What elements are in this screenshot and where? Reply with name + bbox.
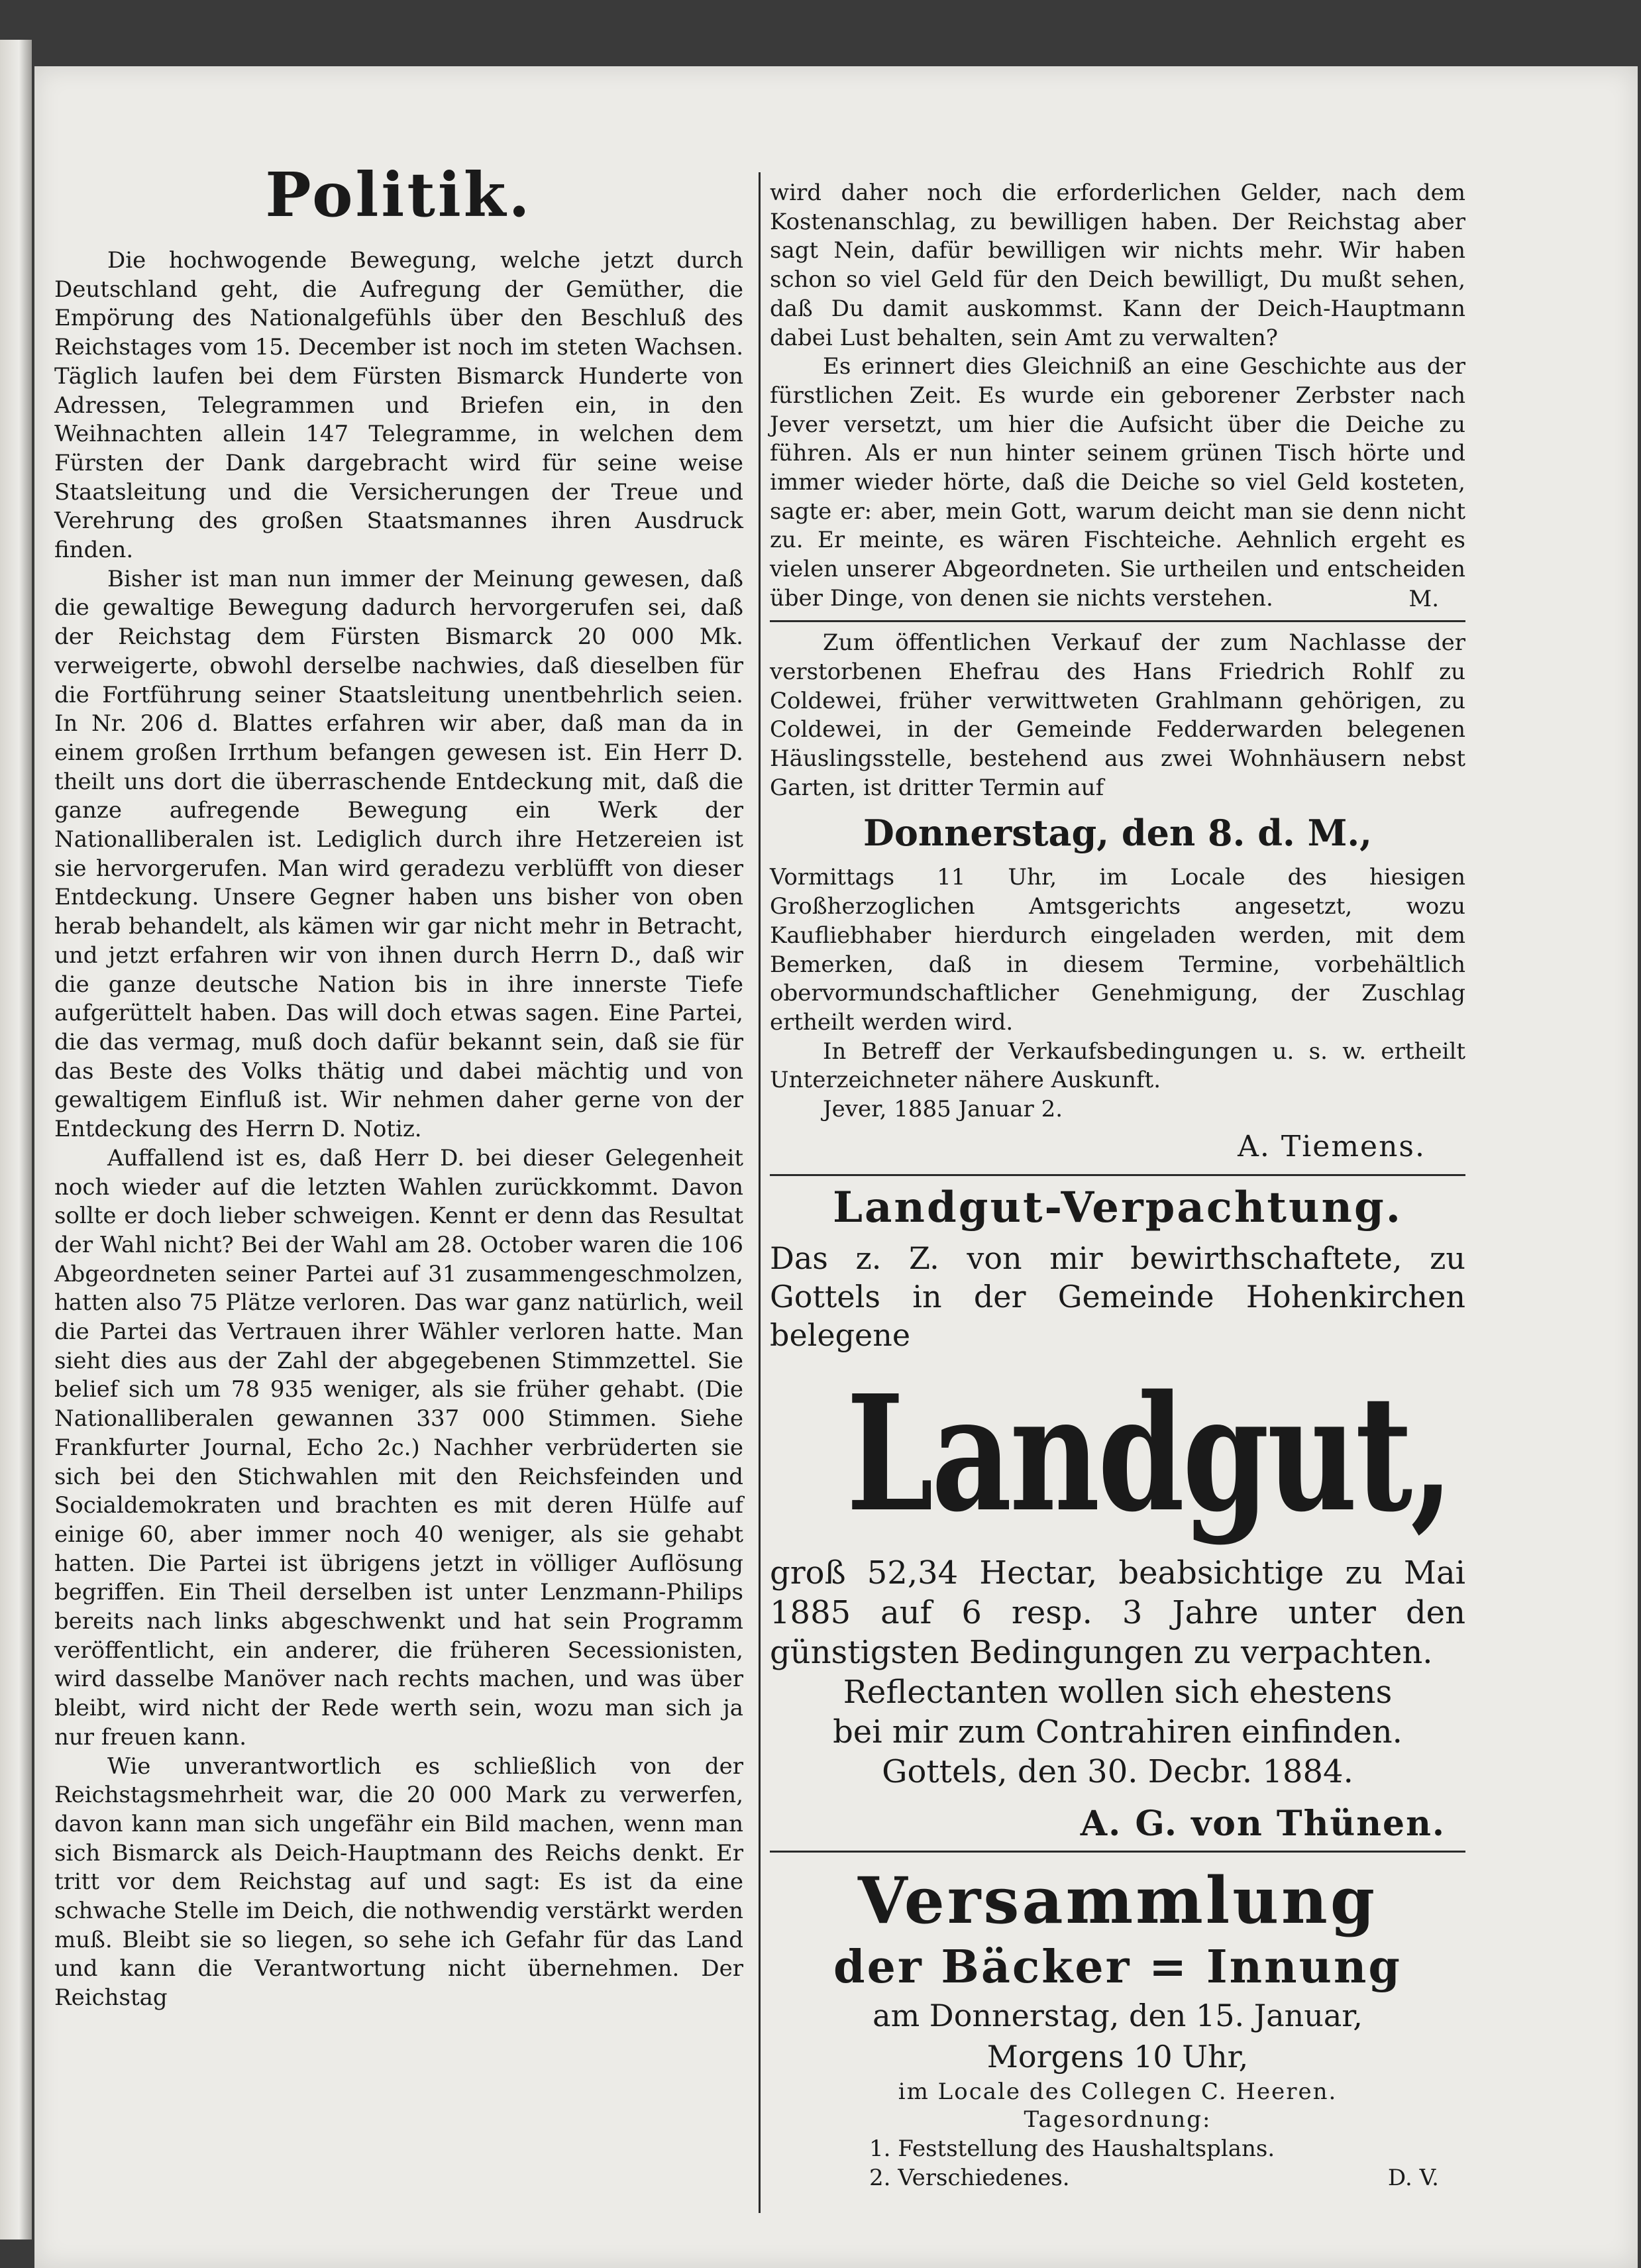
lease-body: groß 52,34 Hectar, beabsichtige zu Mai 1885 auf 6 resp. 3 Jahre unter den günstigsten Bedingungen zu verpachten. <box>770 1554 1465 1671</box>
lease-place-date: Gottels, den 30. Decbr. 1884. <box>882 1753 1353 1790</box>
meeting-signature: D. V. <box>1387 2164 1439 2191</box>
sale-signature: A. Tiemens. <box>1238 1129 1426 1163</box>
meeting-location: im Locale des Collegen C. Heeren. <box>898 2078 1338 2105</box>
article-paragraph: Wie unverantwortlich es schließlich von der Reichstagsmehrheit war, die 20 000 Mark zu verwerfen, davon kann man sich ungefähr ein Bild machen, wenn man sich Bismarck als Deich-Hauptmann des Reichs denkt. Er tritt vor dem Reichstag auf und sagt: Es ist da eine schwache Stelle im Deich, die nothwendig verstärkt werden muß. Bleibt sie so liegen, so sehe ich Gefahr für das Land und kann die Verantwortung nicht übernehmen. Der Reichstag <box>54 1753 743 2012</box>
lease-signature: A. G. von Thünen. <box>1080 1803 1446 1844</box>
column-divider <box>759 172 761 2213</box>
meeting-notice <box>770 1863 1465 2192</box>
meeting-time: Morgens 10 Uhr, <box>986 2038 1249 2075</box>
meeting-date: am Donnerstag, den 15. Januar, <box>873 1997 1363 2033</box>
lease-line-2: bei mir zum Contrahiren einfinden. <box>833 1713 1403 1751</box>
meeting-subtitle: der Bäcker = Innung <box>833 1940 1402 1994</box>
meeting-title: Versammlung <box>858 1863 1377 1938</box>
facing-page-edge <box>0 40 32 2240</box>
sale-body: Vormittags 11 Uhr, im Locale des hiesigen Großherzoglichen Amtsgerichts angesetzt, wozu Kaufliebhaber hierdurch eingeladen werden, mit dem Bemerken, daß in diesem Termine, vorbehältlich obervormundschaftlicher Genehmigung, der Zuschlag ertheilt werden wird. <box>770 864 1465 1036</box>
article-paragraph: Die hochwogende Bewegung, welche jetzt durch Deutschland geht, die Aufregung der Gemüther, die Empörung des Nationalgefühls über den Beschluß des Reichstages vom 15. December ist noch im steten Wachsen. Täglich laufen bei dem Fürsten Bismarck Hunderte von Adressen, Telegrammen und Briefen ein, in den Weihnachten allein 147 Telegramme, in welchen dem Fürsten der Dank dargebracht wird für seine weise Staatsleitung und die Versicherungen der Treue und Verehrung des großen Staatsmannes ihren Ausdruck finden. <box>54 247 743 564</box>
article-title: Politik. <box>265 159 533 231</box>
lease-line-1: Reflectanten wollen sich ehestens <box>843 1673 1393 1711</box>
right-column <box>770 179 1465 2192</box>
lease-lead: Das z. Z. von mir bewirthschaftete, zu Gottels in der Gemeinde Hohenkirchen belegene <box>770 1240 1465 1353</box>
article-continuation: wird daher noch die erforderlichen Gelder, nach dem Kostenanschlag, zu bewilligen haben. Der Reichstag aber sagt Nein, dafür bewilligen wir nichts mehr. Wir haben schon so viel Geld für den Deich bewilligt, Du mußt sehen, daß Du damit auskommst. Kann der Deich-Hauptmann dabei Lust behalten, sein Amt zu verwalten? <box>770 180 1465 351</box>
sale-place-date: Jever, 1885 Januar 2. <box>823 1096 1063 1123</box>
agenda-item: 2. Verschiedenes. <box>869 2164 1070 2191</box>
lease-big-word: Landgut, <box>846 1360 1452 1547</box>
section-rule <box>770 620 1465 622</box>
lease-notice <box>770 1183 1465 1844</box>
newspaper-page <box>34 66 1638 2268</box>
sale-note: In Betreff der Verkaufsbedingungen u. s. w. ertheilt Unterzeichneter nähere Auskunft. <box>770 1038 1465 1094</box>
agenda-last-row <box>869 2163 1439 2192</box>
article-paragraph: Bisher ist man nun immer der Meinung gewesen, daß die gewaltige Bewegung dadurch hervorgerufen sei, daß der Reichstag dem Fürsten Bismarck 20 000 Mk. verweigerte, obwohl derselbe nachwies, daß dieselben für die Fortführung seiner Staatsleitung unentbehrlich seien. In Nr. 206 d. Blattes erfahren wir aber, daß man da in einem großen Irrthum befangen gewesen ist. Ein Herr D. theilt uns dort die überraschende Entdeckung mit, daß die ganze aufregende Bewegung ein Werk der Nationalliberalen ist. Lediglich durch ihre Hetzereien ist sie hervorgerufen. Man wird geradezu verblüfft von dieser Entdeckung. Unsere Gegner haben uns bisher von oben herab behandelt, als kämen wir gar nicht mehr in Betracht, und jetzt erfahren wir von ihnen durch Herrn D., daß wir die ganze deutsche Nation bis in ihre innerste Tiefe aufgerüttelt haben. Das will doch etwas sagen. Eine Partei, die das vermag, muß doch dafür bekannt sein, daß sie für das Beste des Volks thätig und dabei mächtig und von gewaltigem Einfluß ist. Wir nehmen daher gerne von der Entdeckung des Herrn D. Notiz. <box>54 565 743 1143</box>
lease-title: Landgut-Verpachtung. <box>832 1182 1403 1232</box>
sale-notice <box>770 629 1465 1163</box>
left-column <box>54 159 743 2013</box>
section-rule <box>770 1851 1465 1853</box>
sale-date-heading: Donnerstag, den 8. d. M., <box>863 812 1372 855</box>
sale-intro: Zum öffentlichen Verkauf der zum Nachlasse der verstorbenen Ehefrau des Hans Friedrich Rohlf zu Coldewei, früher verwittweten Grahlmann gehörigen, zu Coldewei, in der Gemeinde Fedderwarden belegenen Häuslingsstelle, bestehend aus zwei Wohnhäusern nebst Garten, ist dritter Termin auf <box>770 629 1465 801</box>
article-paragraph: Auffallend ist es, daß Herr D. bei dieser Gelegenheit noch wieder auf die letzten Wahlen zurückkommt. Davon sollte er doch lieber schweigen. Kennt er denn das Resultat der Wahl nicht? Bei der Wahl am 28. October waren die 106 Abgeordneten seiner Partei auf 31 zusammengeschmolzen, hatten also 75 Plätze verloren. Das war ganz natürlich, weil die Partei das Vertrauen ihrer Wähler verloren hatte. Man sieht dies aus der Zahl der abgegebenen Stimmzettel. Sie belief sich um 78 935 weniger, als sie früher gehabt. (Die Nationalliberalen gewannen 337 000 Stimmen. Siehe Frankfurter Journal, Echo 2c.) Nachher verbrüderten sie sich bei den Stichwahlen mit den Reichsfeinden und Socialdemokraten und brachten es mit deren Hülfe auf einige 60, aber immer noch 40 weniger, als sie gehabt hatten. Die Partei ist übrigens jetzt in völliger Auflösung begriffen. Ein Theil derselben ist unter Lenzmann-Philips bereits nach links abgeschwenkt und hat sein Programm veröffentlicht, ein anderer, die früheren Secessionisten, wird dasselbe Manöver nach rechts machen, und was über bleibt, wird nicht der Rede werth sein, wozu man sich ja nur freuen kann. <box>54 1144 743 1751</box>
article-signature: M. <box>1408 585 1439 612</box>
article-paragraph: Es erinnert dies Gleichniß an eine Geschichte aus der fürstlichen Zeit. Es wurde ein geborener Zerbster nach Jever versetzt, um hier die Aufsicht über die Deiche zu führen. Als er nun hinter seinem grünen Tisch hörte und immer wieder hörte, daß die Deiche so viel Geld kosteten, sagte er: aber, mein Gott, warum deicht man sie denn nicht zu. Er meinte, es wären Fischteiche. Aehnlich ergeht es vielen unserer Abgeordneten. Sie urtheilen und entscheiden über Dinge, von denen sie nichts verstehen. <box>770 353 1465 612</box>
section-rule <box>770 1174 1465 1176</box>
agenda-heading: Tagesordnung: <box>1024 2106 1212 2133</box>
agenda-item: 1. Feststellung des Haushaltsplans. <box>869 2135 1275 2162</box>
